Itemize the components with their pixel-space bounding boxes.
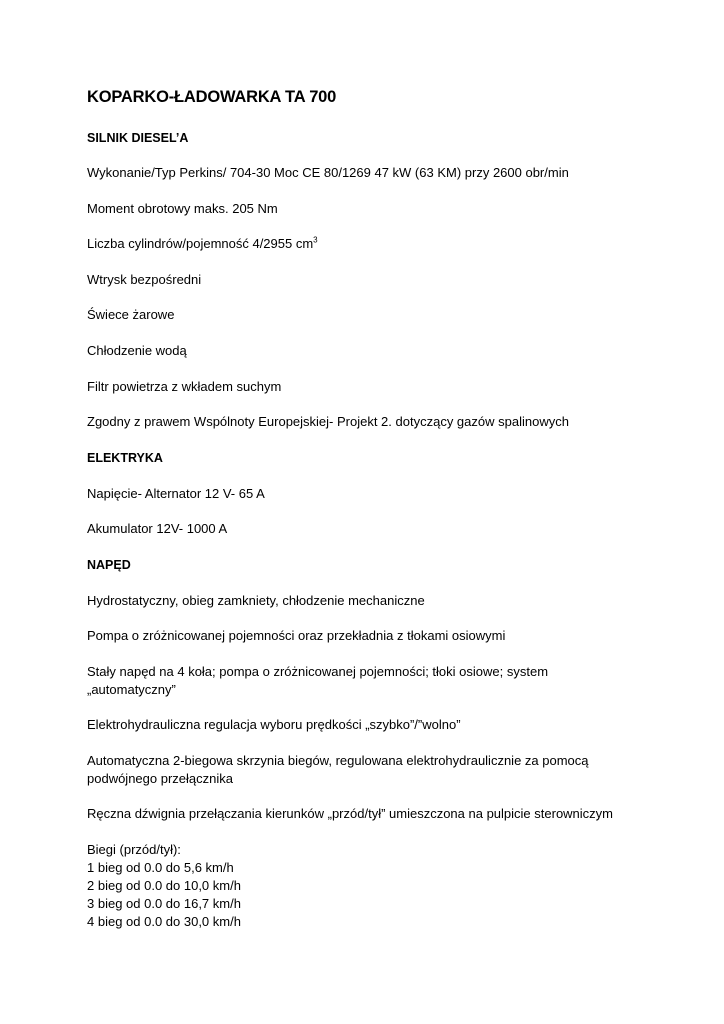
engine-line-cylinders-text: Liczba cylindrów/pojemność 4/2955 cm <box>87 236 314 251</box>
engine-line-cooling: Chłodzenie wodą <box>87 343 187 358</box>
drive-line-pump: Pompa o zróżnicowanej pojemności oraz przekładnia z tłokami osiowymi <box>87 628 506 643</box>
drive-line-gearbox: Automatyczna 2-biegowa skrzynia biegów, regulowana elektrohydraulicznie za pomocą <box>87 753 589 768</box>
section-heading-electrics: ELEKTRYKA <box>87 451 163 465</box>
document-title: KOPARKO-ŁADOWARKA TA 700 <box>87 88 337 106</box>
engine-line-type: Wykonanie/Typ Perkins/ 704-30 Moc CE 80/1269 47 kW (63 KM) przy 2600 obr/min <box>87 165 569 180</box>
drive-line-gear-3: 3 bieg od 0.0 do 16,7 km/h <box>87 896 241 911</box>
electrics-line-alternator: Napięcie- Alternator 12 V- 65 A <box>87 486 265 501</box>
section-heading-drive: NAPĘD <box>87 558 131 572</box>
drive-line-gear-4: 4 bieg od 0.0 do 30,0 km/h <box>87 914 241 929</box>
engine-line-cylinders <box>87 235 318 253</box>
engine-line-air-filter: Filtr powietrza z wkładem suchym <box>87 379 282 394</box>
engine-line-injection: Wtrysk bezpośredni <box>87 272 202 287</box>
drive-line-4wd-cont: „automatyczny” <box>87 682 176 697</box>
engine-line-compliance: Zgodny z prawem Wspólnoty Europejskiej- Projekt 2. dotyczący gazów spalinowych <box>87 414 569 429</box>
engine-line-glow-plugs: Świece żarowe <box>87 307 175 322</box>
electrics-line-battery: Akumulator 12V- 1000 A <box>87 521 228 536</box>
drive-line-4wd: Stały napęd na 4 koła; pompa o zróżnicowanej pojemności; tłoki osiowe; system <box>87 664 549 679</box>
engine-line-torque: Moment obrotowy maks. 205 Nm <box>87 201 278 216</box>
drive-line-gearbox-cont: podwójnego przełącznika <box>87 771 233 786</box>
drive-line-speed-regulation: Elektrohydrauliczna regulacja wyboru prędkości „szybko”/”wolno” <box>87 717 461 732</box>
drive-line-gear-2: 2 bieg od 0.0 do 10,0 km/h <box>87 878 241 893</box>
section-heading-engine: SILNIK DIESEL’A <box>87 131 189 145</box>
drive-line-direction-lever: Ręczna dźwignia przełączania kierunków „przód/tył” umieszczona na pulpicie sterowniczym <box>87 806 614 821</box>
drive-line-gear-1: 1 bieg od 0.0 do 5,6 km/h <box>87 860 234 875</box>
drive-line-gears-heading: Biegi (przód/tył): <box>87 842 181 857</box>
engine-line-cylinders-superscript: 3 <box>313 235 318 245</box>
drive-line-hydrostatic: Hydrostatyczny, obieg zamkniety, chłodzenie mechaniczne <box>87 593 425 608</box>
